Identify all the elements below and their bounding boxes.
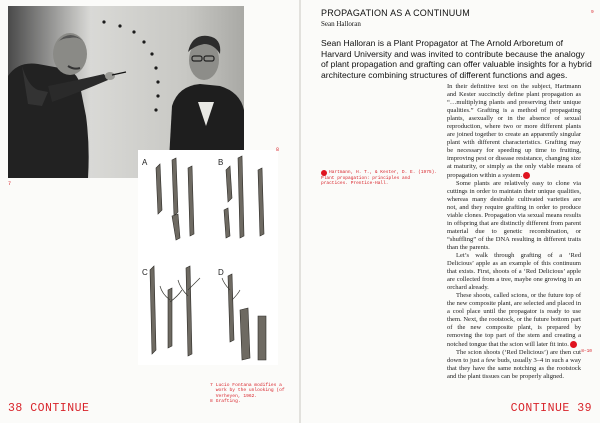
reference-sidenote [321, 170, 439, 187]
photo-caption-number: 7 [8, 181, 12, 187]
caption-8-text: Grafting. [215, 399, 241, 405]
figure-range-note: 8–10 [581, 349, 592, 354]
plate-letter-b: B [218, 158, 224, 167]
left-page [0, 0, 299, 423]
figure-caption-7 [210, 383, 290, 399]
right-note-number: 9 [591, 10, 594, 15]
caption-8-number: 8 [210, 399, 213, 405]
plate-letter-c: C [142, 268, 148, 277]
figure-caption-8 [210, 399, 290, 404]
caption-7-number: 7 [210, 383, 213, 388]
footnote-marker-icon [523, 172, 530, 179]
caption-7-text: Lucio Fontana modifies a work by the unlooking (of Verheyen, 1962. [215, 383, 285, 399]
body-paragraph-4: These shoots, called scions, or the future top of the new composite plant, are selected and placed in a cool place until the propagator is ready to use them. Next, the rootstock, or the future bottom part of the new composite plant, is prepared by removing the top part of the stem and creating a notched tongue that the scion will later fit into. [447, 292, 581, 348]
sidenote-text: Hartmann, H. T., & Kester, D. E. (1975). Plant propagation: principles and practices. Prentice-Hall. [321, 170, 438, 187]
plate-letter-d: D [218, 268, 224, 277]
figure-caption [210, 383, 290, 405]
article-lede: Sean Halloran is a Plant Propagator at The Arnold Arboretum of Harvard University and was invited to contribute because the analogy of plant propagation and grafting can offer valuable insights for a hybrid architecture combining structures of different functions and ages. [321, 38, 592, 80]
plate-note-number: 8 [276, 147, 280, 153]
body-paragraph-2: Some plants are relatively easy to clone via cuttings in order to maintain their unique qualities, whereas many desirable cultivated varieties are not, and they require grafting in order to produce viable clones. Propagation via sexual means results in offspring that are distinctly different from parent material due to genetic recombination, or “shuffling” of the DNA resulting in different traits than the parents. [447, 179, 581, 251]
article-body [447, 83, 581, 381]
article-title: PROPAGATION AS A CONTINUUM [321, 8, 470, 18]
body-paragraph-3: Let’s walk through grafting of a ‘Red Delicious’ apple as an example of this continuum that exists. First, shoots of a ‘Red Delicious’ apple are collected from a tree, maybe one growing in an orchard already. [447, 251, 581, 292]
left-folio: 38 CONTINUE [8, 402, 90, 415]
right-page [301, 0, 600, 423]
plate-letter-a: A [142, 158, 148, 167]
footnote-marker-icon-2 [570, 341, 577, 348]
body-paragraph-5: The scion shoots (‘Red Delicious’) are then cut down to just a few buds, usually 3–4 in such a way that they have the same notching as the rootstock and the plant tissues can be properly aligned. [447, 348, 581, 380]
right-folio: CONTINUE 39 [510, 402, 592, 415]
article-author: Sean Halloran [321, 20, 361, 28]
grafting-plate [138, 150, 278, 365]
body-paragraph-1: In their definitive text on the subject, Hartmann and Kester succinctly define plant propagation as “…multiplying plants and preserving their unique qualities.” Grafting is a method of propagating plants, asexually or in the absence of sexual reproduction, where two or more different plants are joined together to create an apparently singular plant with different characteristics. Grafting may be necessary for speeding up time to fruiting, improving pest or disease resistance, changing size at maturity, or simply as the only viable means of propagation within a system. [447, 83, 581, 179]
